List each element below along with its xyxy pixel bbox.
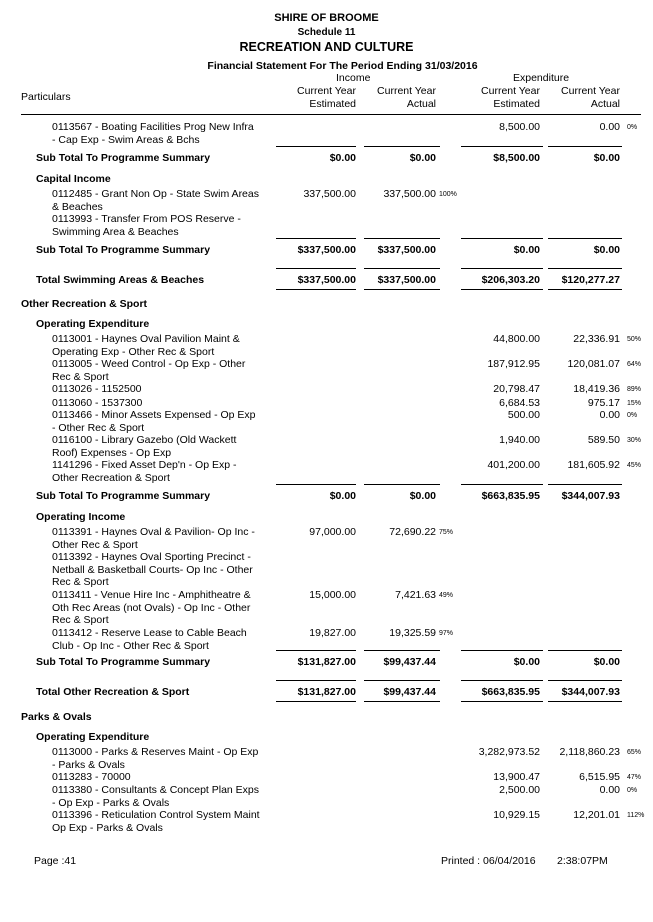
income-estimated-value: $337,500.00 [297,244,356,256]
expenditure-estimated-value: 8,500.00 [499,121,540,133]
income-percent: 75% [439,529,454,536]
subtotal-rule [548,146,622,147]
expenditure-actual-value: $0.00 [593,244,620,256]
row-description: Operating Expenditure [36,731,150,743]
total-double-rule [548,701,622,702]
row-description: 0113411 - Venue Hire Inc - Amphitheatre & Oth Rec Areas (not Ovals) - Op Inc - Other Rec & Sport [52,589,251,626]
income-actual-value: $337,500.00 [377,274,436,286]
total-double-rule [364,701,440,702]
income-percent: 49% [439,592,454,599]
income-percent: 97% [439,630,454,637]
subtotal-rule [276,238,356,239]
header-rule [21,114,641,115]
expenditure-estimated-value: $206,303.20 [481,274,540,286]
expenditure-percent: 112% [627,812,645,819]
expenditure-percent: 89% [627,386,642,393]
particulars-header: Particulars [21,91,71,103]
income-actual-value: $337,500.00 [377,244,436,256]
expenditure-estimated-value: 3,282,973.52 [478,746,540,758]
income-estimated-header-line2: Estimated [309,98,356,110]
row-description: 0113392 - Haynes Oval Sporting Precinct - Netball & Basketball Courts- Op Inc - Other Rec & Sport [52,551,253,588]
row-description: 1141296 - Fixed Asset Dep'n - Op Exp - Other Recreation & Sport [52,459,237,484]
subtotal-rule [461,680,543,681]
expenditure-actual-value: 18,419.36 [573,383,620,395]
row-description: Operating Income [36,511,126,523]
income-estimated-value: 337,500.00 [303,188,356,200]
subtotal-rule [364,146,440,147]
expenditure-percent: 65% [627,749,642,756]
row-description: 0112485 - Grant Non Op - State Swim Areas & Beaches [52,188,259,213]
row-description: Total Other Recreation & Sport [36,686,190,698]
row-description: 0113005 - Weed Control - Op Exp - Other Rec & Sport [52,358,246,383]
expenditure-estimated-value: 1,940.00 [499,434,540,446]
subtotal-rule [461,268,543,269]
row-description: 0113396 - Reticulation Control System Maint Op Exp - Parks & Ovals [52,809,260,834]
subtotal-rule [461,238,543,239]
expenditure-percent: 64% [627,361,642,368]
income-actual-value: 19,325.59 [389,627,436,639]
subtotal-rule [548,650,622,651]
income-estimated-value: 97,000.00 [309,526,356,538]
row-description: Other Recreation & Sport [21,298,148,310]
row-description: Parks & Ovals [21,711,92,723]
expenditure-percent: 0% [627,124,638,131]
subtotal-rule [364,238,440,239]
expenditure-actual-value: 2,118,860.23 [559,746,620,758]
expenditure-estimated-value: $0.00 [513,244,540,256]
expenditure-actual-value: 0.00 [599,784,620,796]
subtotal-rule [461,146,543,147]
expenditure-actual-value: $344,007.93 [561,686,620,698]
expenditure-group-header: Expenditure [513,72,570,84]
expenditure-actual-value: 12,201.01 [573,809,620,821]
expenditure-percent: 50% [627,336,642,343]
row-description: 0113026 - 1152500 [52,383,142,395]
total-double-rule [548,289,622,290]
expenditure-actual-value: 975.17 [587,397,620,409]
row-description: 0113993 - Transfer From POS Reserve - Swimming Area & Beaches [52,213,241,238]
subtotal-rule [461,650,543,651]
subtotal-rule [276,680,356,681]
expenditure-percent: 45% [627,462,642,469]
income-actual-value: $0.00 [409,490,436,502]
expenditure-percent: 47% [627,774,642,781]
row-description: 0113567 - Boating Facilities Prog New Infra - Cap Exp - Swim Areas & Bchs [52,121,254,146]
org-name: SHIRE OF BROOME [274,12,379,24]
subtotal-rule [276,650,356,651]
expenditure-estimated-value: $0.00 [513,656,540,668]
expenditure-percent: 0% [627,787,638,794]
expenditure-estimated-value: 6,684.53 [499,397,540,409]
row-description: Sub Total To Programme Summary [36,656,211,668]
expenditure-actual-value: 6,515.95 [579,771,620,783]
income-actual-value: $99,437.44 [383,686,436,698]
row-description: 0116100 - Library Gazebo (Old Wackett Roof) Expenses - Op Exp [52,434,237,459]
expenditure-actual-value: 120,081.07 [567,358,620,370]
income-estimated-value: $337,500.00 [297,274,356,286]
row-description: 0113412 - Reserve Lease to Cable Beach Club - Op Inc - Other Rec & Sport [52,627,247,652]
expenditure-actual-header-line2: Actual [590,98,620,110]
income-actual-header [360,85,436,111]
expenditure-estimated-value: 20,798.47 [493,383,540,395]
income-actual-value: $99,437.44 [383,656,436,668]
income-estimated-value: 15,000.00 [309,589,356,601]
income-estimated-value: $0.00 [329,152,356,164]
income-actual-value: 7,421.63 [395,589,436,601]
expenditure-actual-value: 0.00 [599,121,620,133]
expenditure-actual-header-line1: Current Year [561,85,620,97]
expenditure-actual-value: 22,336.91 [573,333,620,345]
expenditure-estimated-value: 401,200.00 [487,459,540,471]
row-description: 0113000 - Parks & Reserves Maint - Op Exp - Parks & Ovals [52,746,259,771]
schedule-label: Schedule 11 [297,27,356,38]
expenditure-estimated-header [458,85,540,111]
expenditure-estimated-value: $663,835.95 [481,686,540,698]
subtotal-rule [461,484,543,485]
row-description: Sub Total To Programme Summary [36,490,211,502]
income-actual-header-line2: Actual [406,98,436,110]
printed-time: 2:38:07PM [557,855,608,867]
row-description: 0113001 - Haynes Oval Pavilion Maint & Operating Exp - Other Rec & Sport [52,333,240,358]
expenditure-estimated-value: 13,900.47 [493,771,540,783]
subtotal-rule [276,484,356,485]
expenditure-estimated-value: 10,929.15 [493,809,540,821]
income-actual-value: 72,690.22 [389,526,436,538]
expenditure-actual-value: 589.50 [587,434,620,446]
expenditure-estimated-value: $663,835.95 [481,490,540,502]
expenditure-percent: 30% [627,437,642,444]
expenditure-estimated-value: 44,800.00 [493,333,540,345]
subtotal-rule [548,680,622,681]
row-description: Sub Total To Programme Summary [36,152,211,164]
total-double-rule [364,289,440,290]
expenditure-actual-value: 0.00 [599,409,620,421]
income-estimated-header [270,85,356,111]
subtotal-rule [364,650,440,651]
expenditure-estimated-value: $8,500.00 [493,152,540,164]
expenditure-estimated-value: 2,500.00 [499,784,540,796]
income-percent: 100% [439,191,457,198]
row-description: 0113391 - Haynes Oval & Pavilion- Op Inc - Other Rec & Sport [52,526,255,551]
row-description: 0113283 - 70000 [52,771,131,783]
expenditure-estimated-header-line1: Current Year [481,85,540,97]
subtotal-rule [364,268,440,269]
total-double-rule [276,289,356,290]
income-group-header: Income [336,72,371,84]
subtotal-rule [548,238,622,239]
row-description: Total Swimming Areas & Beaches [36,274,205,286]
subtotal-rule [276,268,356,269]
row-description: 0113380 - Consultants & Concept Plan Exps - Op Exp - Parks & Ovals [52,784,260,809]
expenditure-percent: 0% [627,412,638,419]
row-description: Sub Total To Programme Summary [36,244,211,256]
expenditure-actual-value: $0.00 [593,152,620,164]
income-estimated-value: $131,827.00 [297,686,356,698]
row-description: 0113466 - Minor Assets Expensed - Op Exp - Other Rec & Sport [52,409,256,434]
subtotal-rule [548,268,622,269]
report-subtitle: Financial Statement For The Period Ending 31/03/2016 [207,60,478,72]
report-title: RECREATION AND CULTURE [239,40,414,54]
income-actual-value: $0.00 [409,152,436,164]
expenditure-actual-value: $0.00 [593,656,620,668]
row-description: Operating Expenditure [36,318,150,330]
printed-date: Printed : 06/04/2016 [441,855,536,867]
subtotal-rule [364,484,440,485]
expenditure-estimated-value: 500.00 [507,409,540,421]
expenditure-percent: 15% [627,400,642,407]
income-estimated-header-line1: Current Year [297,85,356,97]
income-actual-value: 337,500.00 [383,188,436,200]
subtotal-rule [364,680,440,681]
row-description: Capital Income [36,173,111,185]
income-estimated-value: $131,827.00 [297,656,356,668]
row-description: 0113060 - 1537300 [52,397,143,409]
expenditure-actual-header [544,85,620,111]
income-estimated-value: $0.00 [329,490,356,502]
income-estimated-value: 19,827.00 [309,627,356,639]
income-actual-header-line1: Current Year [377,85,436,97]
expenditure-estimated-header-line2: Estimated [493,98,540,110]
page-number: Page :41 [34,855,77,867]
expenditure-estimated-value: 187,912.95 [487,358,540,370]
subtotal-rule [276,146,356,147]
expenditure-actual-value: $120,277.27 [561,274,620,286]
expenditure-actual-value: 181,605.92 [567,459,620,471]
total-double-rule [276,701,356,702]
total-double-rule [461,289,543,290]
subtotal-rule [548,484,622,485]
total-double-rule [461,701,543,702]
expenditure-actual-value: $344,007.93 [561,490,620,502]
